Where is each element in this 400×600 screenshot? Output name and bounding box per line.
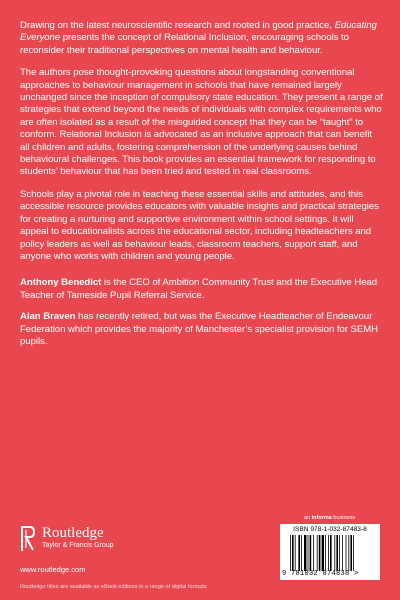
barcode-bar: [325, 535, 326, 571]
barcode-bar: [304, 535, 306, 571]
barcode: [280, 524, 380, 580]
author-bios: [20, 277, 384, 348]
blurb-text: Drawing on the latest neuroscientific research and rooted in good practice,: [20, 20, 335, 31]
blurb-paragraph-3: Schools play a pivotal role in teaching these essential skills and attitudes, and this accessible resource provides educators with valuable insights and practical strategies for creating a nurturing and supportive environment within school settings. It will appeal to educationalists across the educational sector, including headteachers and policy leaders as well as behaviour leads, classroom teachers, support staff, and anyone who works with children and young people.: [20, 188, 379, 262]
barcode-bar: [295, 535, 296, 571]
author-bio: [20, 277, 384, 302]
publisher-url[interactable]: www.routledge.com: [20, 565, 86, 574]
blurb: [20, 20, 384, 357]
barcode-bar: [328, 535, 329, 571]
author-name: Anthony Benedict: [20, 277, 102, 289]
blurb-paragraph-1: [20, 20, 384, 57]
barcode-bars-icon: [290, 535, 374, 571]
author-bio-text: is the CEO of Ambition Community Trust and the Executive Head Teacher of Tameside Pupil Referral Service.: [20, 277, 378, 301]
blurb-paragraph-2: The authors pose thought-provoking questions about longstanding conventional approaches to behaviour management in schools that have remained largely unchanged since the inception of compulsory state education. They present a range of strategies that extend beyond the needs of individuals with complex requirements who are often isolated as a result of the misguided concept that they can be “taught” to conform. Relational Inclusion is advocated as an inclusive approach that can benefit all children and adults, fostering comprehension of the underlying causes behind behavioural challenges. This book provides an essential framework for responding to students’ behaviour that has been tried and tested in real classrooms.: [20, 67, 383, 178]
barcode-bar: [298, 535, 300, 571]
barcode-bar: [313, 535, 314, 571]
barcode-bar: [336, 535, 338, 571]
barcode-bar: [342, 535, 343, 571]
book-title-italic: Educating Everyone: [20, 20, 377, 44]
barcode-bar: [330, 535, 332, 571]
ean-digits: 9 781032 874838 >: [282, 570, 359, 578]
informa-brand: informa: [311, 515, 332, 521]
author-name: Alan Braven: [20, 311, 76, 323]
ebook-footnote: Routledge titles are available as eBook editions in a range of digital formats: [20, 584, 207, 590]
routledge-logo-icon: [20, 524, 36, 552]
publisher-logo: [20, 524, 140, 564]
informa-business-label: [304, 515, 355, 522]
publisher-group: Taylor & Francis Group: [42, 542, 114, 549]
barcode-bar: [334, 535, 335, 571]
barcode-bar: [346, 535, 347, 571]
informa-prefix: an: [304, 515, 312, 521]
blurb-text: presents the concept of Relational Inclusion, encouraging schools to reconsider their traditional perspectives on mental health and behaviour.: [20, 32, 349, 56]
barcode-bar: [301, 535, 302, 571]
barcode-bar: [292, 535, 294, 571]
barcode-bar: [290, 535, 291, 571]
barcode-bar: [350, 535, 352, 571]
barcode-bar: [322, 535, 324, 571]
publisher-name: Routledge: [42, 525, 104, 541]
author-bio: [20, 311, 384, 348]
informa-suffix: business: [331, 515, 356, 521]
barcode-bar: [319, 535, 321, 571]
barcode-bar: [310, 535, 312, 571]
barcode-bar: [308, 535, 309, 571]
barcode-bar: [339, 535, 340, 571]
isbn-text: ISBN 978-1-032-87483-8: [293, 526, 367, 533]
barcode-bar: [348, 535, 349, 571]
barcode-bar: [353, 535, 354, 571]
author-bio-text: has recently retired, but was the Executive Headteacher of Endeavour Federation which provides the majority of Manchester’s specialist provision for SEMH pupils.: [20, 311, 379, 347]
barcode-bar: [317, 535, 318, 571]
